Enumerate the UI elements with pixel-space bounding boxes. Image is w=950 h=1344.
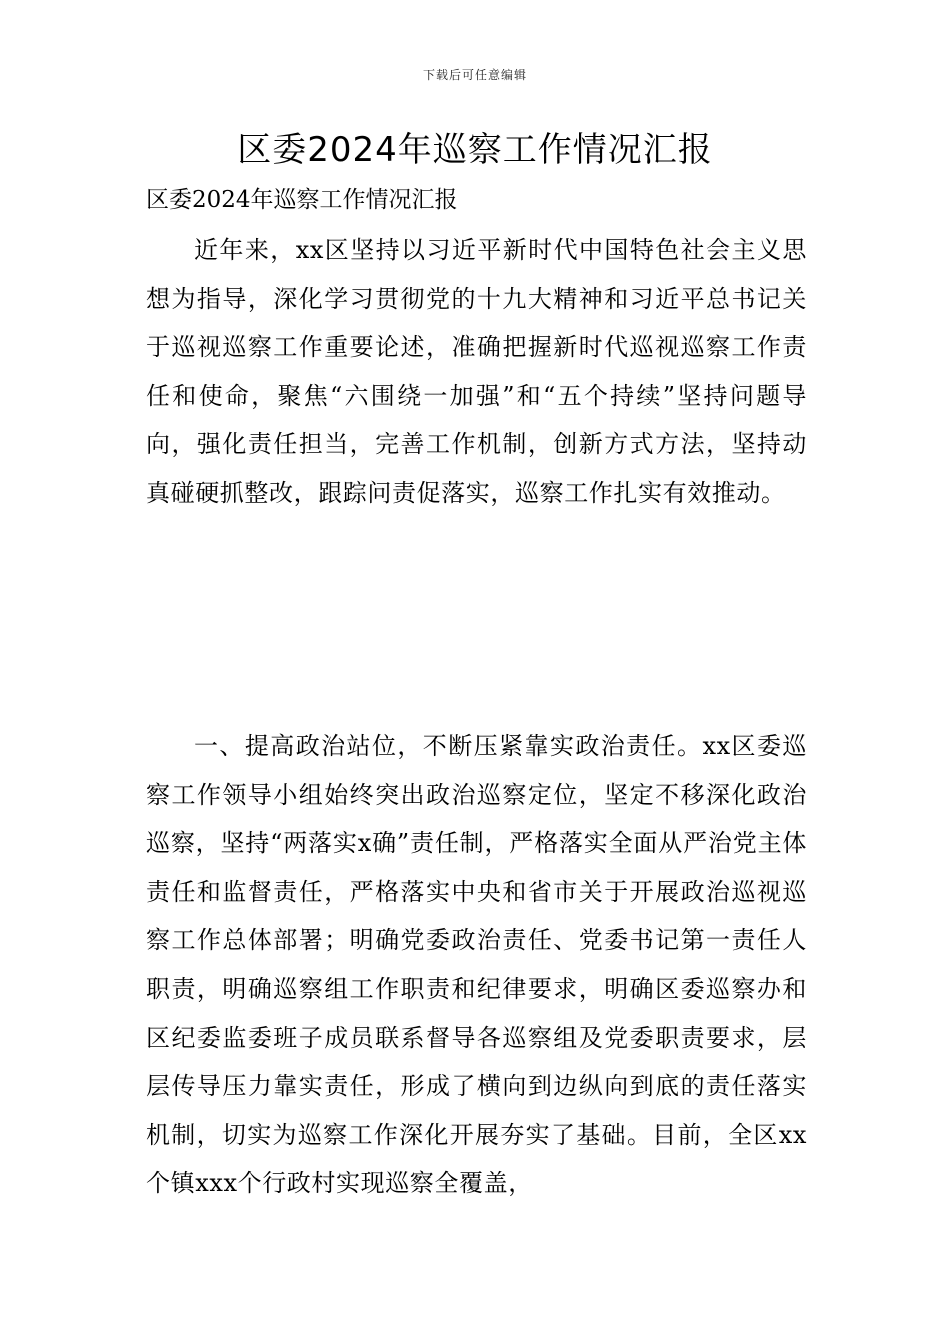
header-note: 下载后可任意编辑: [422, 68, 527, 82]
document-title: 区委2024年巡察工作情况汇报: [237, 130, 713, 170]
paragraph-section-1: 一、提高政治站位，不断压紧靠实政治责任。xx区委巡察工作领导小组始终突出政治巡察定位，坚定不移深化政治巡察，坚持“两落实x确”责任制，严格落实全面从严治党主体责任和监督责任，严格落实中央和省市关于开展政治巡视巡察工作总体部署；明确党委政治责任、党委书记第一责任人职责，明确巡察组工作职责和纪律要求，明确区委巡察办和区纪委监委班子成员联系督导各巡察组及党委职责要求，层层传导压力靠实责任，形成了横向到边纵向到底的责任落实机制，切实为巡察工作深化开展夯实了基础。目前，全区xx个镇xxx个行政村实现巡察全覆盖，: [146, 732, 807, 1198]
paragraph-intro: 近年来，xx区坚持以习近平新时代中国特色社会主义思想为指导，深化学习贯彻党的十九大精神和习近平总书记关于巡视巡察工作重要论述，准确把握新时代巡视巡察工作责任和使命，聚焦“六围绕一加强”和“五个持续”坚持问题导向，强化责任担当，完善工作机制，创新方式方法，坚持动真碰硬抓整改，跟踪问责促落实，巡察工作扎实有效推动。: [146, 236, 807, 507]
document-subtitle: 区委2024年巡察工作情况汇报: [146, 187, 458, 213]
